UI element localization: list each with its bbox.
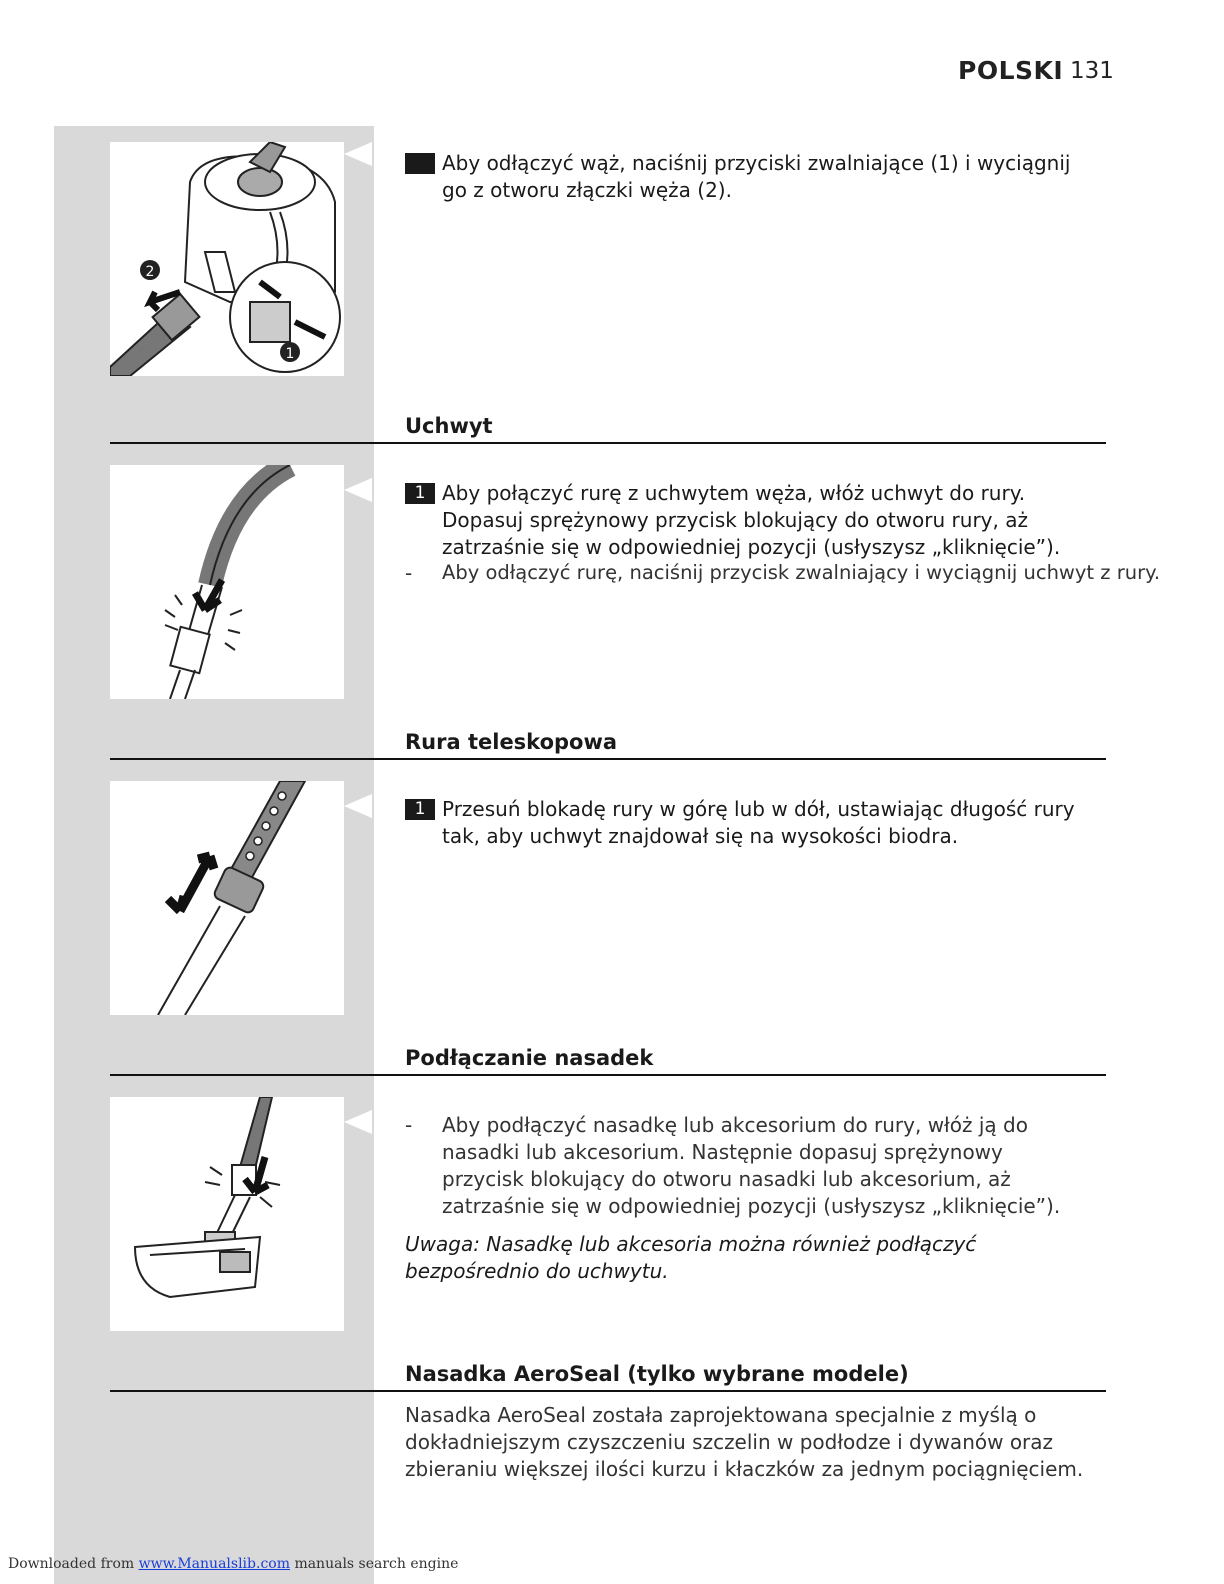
illustration-pointer (344, 794, 372, 818)
step-marker-blank (405, 153, 435, 174)
section-rule (110, 1074, 1106, 1076)
illustration-pointer (344, 478, 372, 502)
aeroseal-description: Nasadka AeroSeal została zaprojektowana specjalnie z myślą o dokładniejszym czyszczeniu szczelin w podłodze i dywanów oraz zbieraniu większej ilości kurzu i kłaczków za jednym pociągnięciem. (405, 1403, 1084, 1481)
figure-label-1: 1 (285, 346, 295, 362)
section-rule (110, 758, 1106, 760)
telescopic-step-text: Przesuń blokadę rury w górę lub w dół, ustawiając długość rury tak, aby uchwyt znajdował się na wysokości biodra. (442, 797, 1075, 848)
section-rule (110, 442, 1106, 444)
handle-dash-text: Aby odłączyć rurę, naciśnij przycisk zwalniający i wyciągnij uchwyt z rury. (442, 561, 1161, 584)
dash-bullet: - (405, 1113, 413, 1137)
nozzle-attach-illustration (110, 1097, 344, 1331)
telescopic-tube-illustration (110, 781, 344, 1015)
section-rule (110, 1390, 1106, 1392)
dash-bullet: - (405, 561, 413, 585)
hose-release-illustration (110, 142, 344, 376)
handle-illustration (110, 465, 344, 699)
figure-label-2: 2 (145, 264, 155, 280)
language-header: POLSKI (958, 56, 1064, 85)
illustration-pointer (344, 1110, 372, 1134)
download-footer (8, 1556, 458, 1572)
step-marker: 1 (405, 799, 435, 820)
footer-prefix: Downloaded from (8, 1556, 135, 1572)
hose-release-text: Aby odłączyć wąż, naciśnij przyciski zwalniające (1) i wyciągnij go z otworu złączki węża (2). (442, 151, 1071, 202)
footer-suffix: manuals search engine (294, 1556, 459, 1572)
page-number: 131 (1070, 58, 1114, 84)
handle-step-text: Aby połączyć rurę z uchwytem węża, włóż uchwyt do rury. Dopasuj sprężynowy przycisk blokujący do otworu rury, aż zatrzaśnie się w odpowiedniej pozycji (usłyszysz „kliknięcie”). (442, 481, 1061, 559)
section-heading-aeroseal: Nasadka AeroSeal (tylko wybrane modele) (405, 1362, 909, 1386)
section-heading-handle: Uchwyt (405, 414, 493, 438)
step-marker: 1 (405, 483, 435, 504)
nozzle-dash-text: Aby podłączyć nasadkę lub akcesorium do rury, włóż ją do nasadki lub akcesorium. Następnie dopasuj sprężynowy przycisk blokujący do otworu nasadki lub akcesorium, aż zatrzaśnie się w odpowiedniej pozycji (usłyszysz „kliknięcie”). (442, 1113, 1061, 1218)
section-heading-nozzles: Podłączanie nasadek (405, 1046, 654, 1070)
nozzle-note: Uwaga: Nasadkę lub akcesoria można również podłączyć bezpośrednio do uchwytu. (405, 1232, 977, 1283)
section-heading-telescopic: Rura teleskopowa (405, 730, 618, 754)
illustration-pointer (344, 142, 372, 166)
manualslib-link[interactable]: www.Manualslib.com (138, 1556, 290, 1572)
